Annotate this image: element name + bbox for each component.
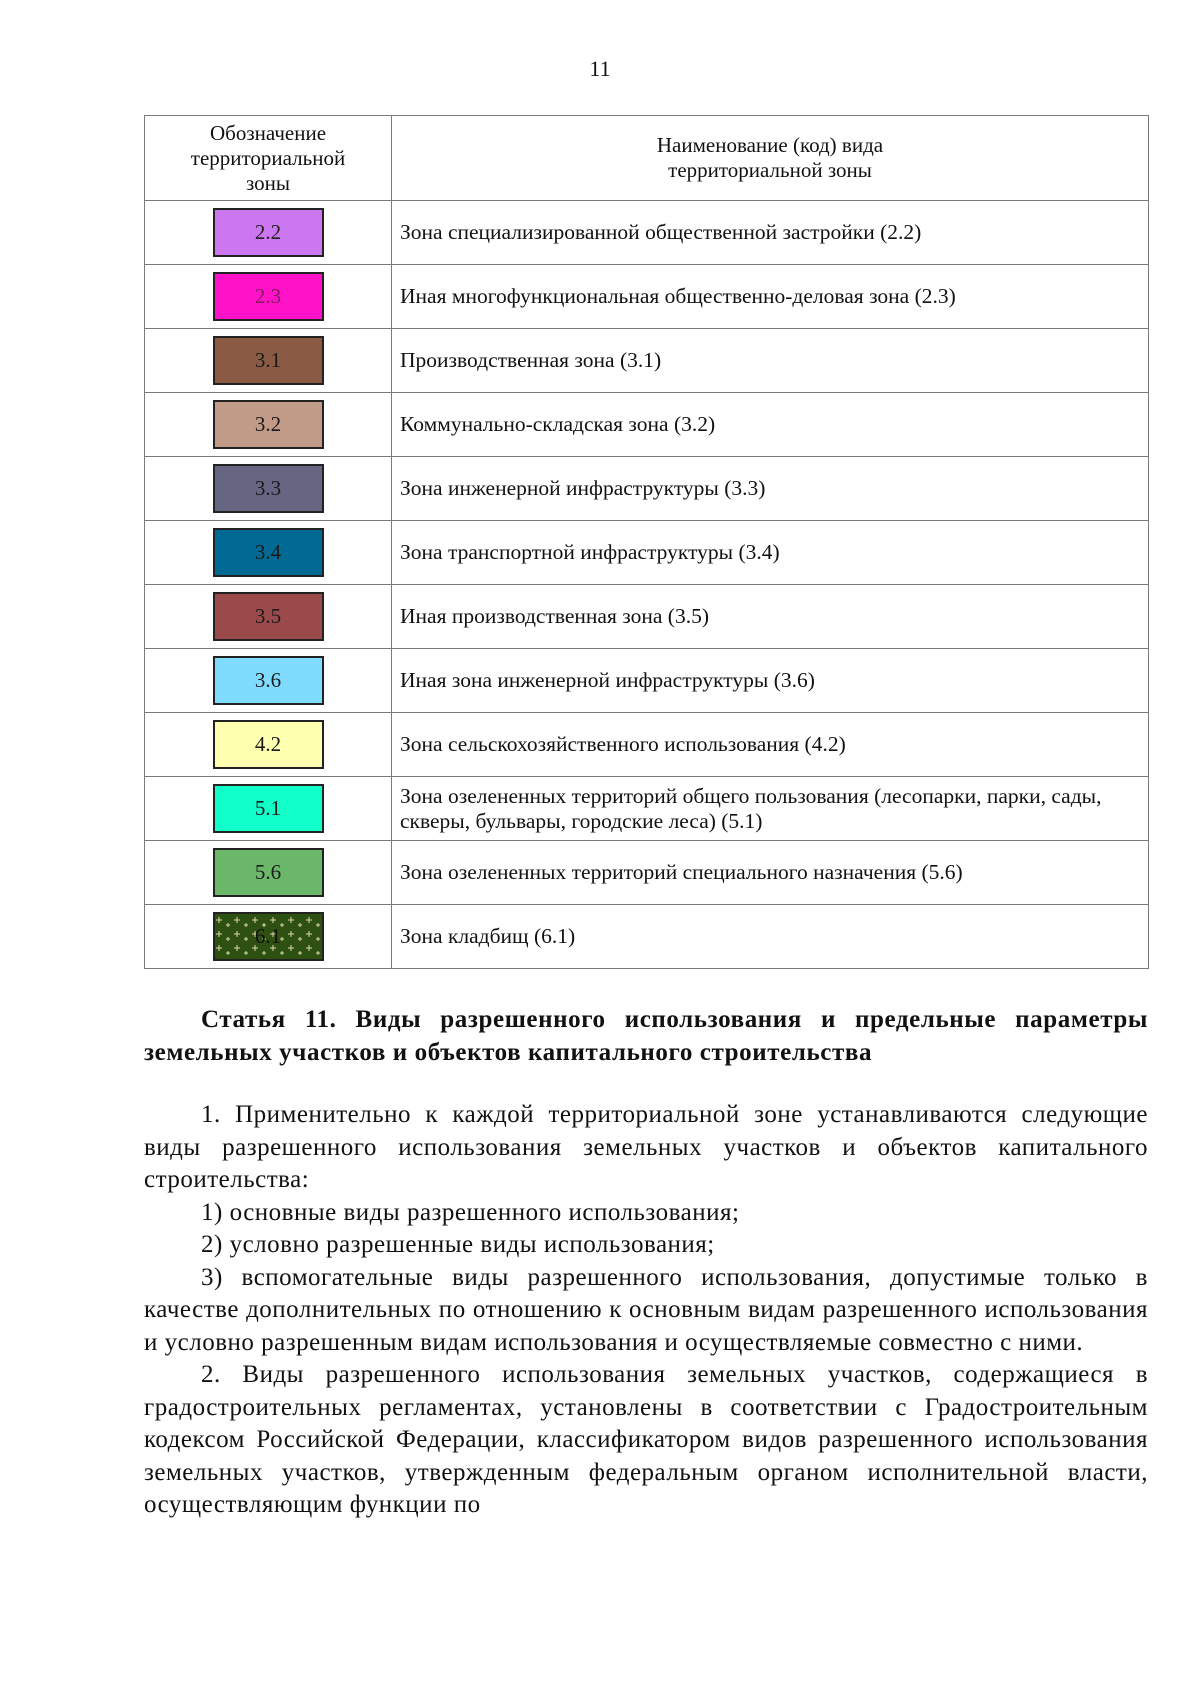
zone-color-swatch: 3.4 — [213, 528, 324, 577]
zone-color-swatch: 3.2 — [213, 400, 324, 449]
zone-swatch-cell — [145, 585, 392, 649]
table-row — [145, 329, 1149, 393]
table-row — [145, 585, 1149, 649]
zone-name: Зона озелененных территорий специального назначения (5.6) — [392, 841, 1149, 905]
table-row — [145, 905, 1149, 969]
zone-name: Зона транспортной инфраструктуры (3.4) — [392, 521, 1149, 585]
zone-swatch-cell — [145, 265, 392, 329]
zone-swatch-cell — [145, 457, 392, 521]
paragraph: 1. Применительно к каждой территориальной зоне устанавливаются следующие виды разрешенного использования земельных участков и объектов капитального строительства: — [144, 1101, 1148, 1193]
table-row — [145, 649, 1149, 713]
zone-swatch-cell — [145, 777, 392, 841]
header-zone-designation-text: Обозначение территориальной зоны — [190, 120, 346, 195]
zone-color-swatch: 3.5 — [213, 592, 324, 641]
table-row — [145, 841, 1149, 905]
zone-swatch-cell — [145, 905, 392, 969]
zone-swatch-cell — [145, 393, 392, 457]
paragraph: 2. Виды разрешенного использования земельных участков, содержащиеся в градостроительных регламентах, установлены в соответствии с Градостроительным кодексом Российской Федерации, классификатором видов разрешенного использования земельных участков, утвержденным федеральным органом исполнительной власти, осуществляющим функции по — [144, 1361, 1148, 1518]
table-row — [145, 265, 1149, 329]
zone-name: Производственная зона (3.1) — [392, 329, 1149, 393]
table-row — [145, 521, 1149, 585]
header-zone-designation — [145, 116, 392, 201]
zone-color-swatch: 5.6 — [213, 848, 324, 897]
zone-color-swatch: 3.1 — [213, 336, 324, 385]
zone-color-swatch: 2.2 — [213, 208, 324, 257]
zone-color-swatch: 3.3 — [213, 464, 324, 513]
zone-name: Коммунально-складская зона (3.2) — [392, 393, 1149, 457]
list-item: 1) основные виды разрешенного использования; — [201, 1198, 740, 1226]
table-row — [145, 713, 1149, 777]
article-heading: Статья 11. Виды разрешенного использования и предельные параметры земельных участков и объектов капитального строительства — [144, 1006, 1148, 1066]
zone-name: Зона сельскохозяйственного использования (4.2) — [392, 713, 1149, 777]
header-zone-name-line2: территориальной зоны — [668, 158, 872, 182]
zone-swatch-cell — [145, 521, 392, 585]
table-row — [145, 457, 1149, 521]
header-zone-name — [392, 116, 1149, 201]
table-row — [145, 777, 1149, 841]
zone-swatch-cell — [145, 649, 392, 713]
zone-name: Зона специализированной общественной застройки (2.2) — [392, 201, 1149, 265]
page-number: 11 — [589, 56, 611, 81]
zone-name: Зона кладбищ (6.1) — [392, 905, 1149, 969]
zone-color-swatch: 5.1 — [213, 784, 324, 833]
zone-name: Зона озелененных территорий общего пользования (лесопарки, парки, сады, скверы, бульвары, городские леса) (5.1) — [392, 777, 1149, 841]
zone-swatch-cell — [145, 841, 392, 905]
table-row — [145, 393, 1149, 457]
zone-name: Иная зона инженерной инфраструктуры (3.6) — [392, 649, 1149, 713]
zone-name: Иная многофункциональная общественно-деловая зона (2.3) — [392, 265, 1149, 329]
article-body — [144, 1099, 1148, 1522]
zone-swatch-cell — [145, 329, 392, 393]
zone-swatch-cell — [145, 713, 392, 777]
list-item: 3) вспомогательные виды разрешенного использования, допустимые только в качестве дополнительных по отношению к основным видам разрешенного использования и условно разрешенным видам использования и осуществляемые совместно с ними. — [144, 1263, 1148, 1356]
zone-color-swatch: 3.6 — [213, 656, 324, 705]
zone-name: Зона инженерной инфраструктуры (3.3) — [392, 457, 1149, 521]
zone-color-swatch: 4.2 — [213, 720, 324, 769]
zone-legend-table — [144, 115, 1149, 969]
table-row — [145, 201, 1149, 265]
zone-name: Иная производственная зона (3.5) — [392, 585, 1149, 649]
zone-swatch-cell — [145, 201, 392, 265]
table-header-row — [145, 116, 1149, 201]
zone-color-swatch: 6.1 — [213, 912, 324, 961]
list-item: 2) условно разрешенные виды использования; — [201, 1231, 715, 1258]
header-zone-name-line1: Наименование (код) вида — [656, 133, 884, 157]
zone-color-swatch: 2.3 — [213, 272, 324, 321]
